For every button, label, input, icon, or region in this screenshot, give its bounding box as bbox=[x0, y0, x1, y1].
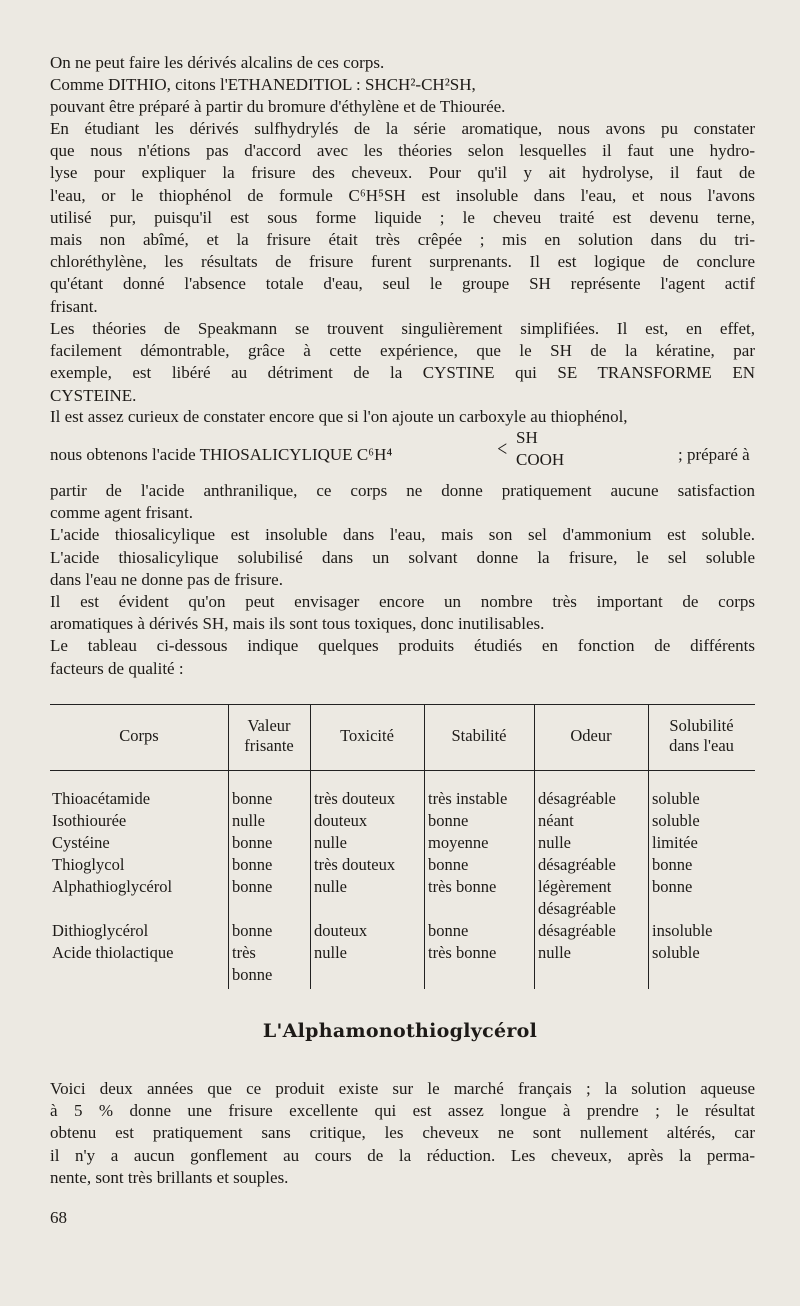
table-cell: douteux bbox=[314, 811, 368, 830]
formula-tail: ; préparé à bbox=[678, 445, 750, 464]
table-cell: désagréable bbox=[538, 899, 616, 918]
text-line: CYSTEINE. bbox=[50, 385, 137, 405]
text-line: l'eau, or le thiophénol de formule C⁶H⁵SH est insoluble dans l'eau, et nous l'avons bbox=[50, 185, 755, 205]
paragraph-alphamonothioglycerol bbox=[50, 1078, 755, 1189]
table-cell: Dithioglycérol bbox=[52, 921, 149, 940]
table-cell: limitée bbox=[652, 833, 698, 852]
table-column-rule bbox=[310, 704, 311, 989]
table-cell: très instable bbox=[428, 789, 508, 808]
table-cell: bonne bbox=[232, 833, 273, 852]
table-cell: bonne bbox=[652, 855, 693, 874]
table-cell: néant bbox=[538, 811, 574, 830]
table-cell: bonne bbox=[652, 877, 693, 896]
table-cell: bonne bbox=[428, 921, 469, 940]
header-line: frisante bbox=[244, 736, 294, 755]
text-line: nente, sont très brillants et souples. bbox=[50, 1167, 289, 1187]
table-cell: soluble bbox=[652, 943, 700, 962]
branch-symbol: < bbox=[497, 436, 508, 461]
text-line: frisant. bbox=[50, 296, 98, 316]
table-cell: Cystéine bbox=[52, 833, 110, 852]
table-cell: bonne bbox=[428, 855, 469, 874]
text-line: qu'étant donné l'absence totale d'eau, seul le groupe SH représente l'agent actif bbox=[50, 274, 755, 294]
section-heading: L'Alphamonothioglycérol bbox=[262, 1020, 538, 1042]
table-cell: insoluble bbox=[652, 921, 713, 940]
table-cell: Thioglycol bbox=[52, 855, 125, 874]
table-cell: moyenne bbox=[428, 833, 489, 852]
paragraph-intro bbox=[50, 52, 755, 119]
text-line: Il est évident qu'on peut envisager encore un nombre très important de corps bbox=[50, 592, 755, 612]
text-line: mais non abîmé, et la frisure était très crêpée ; mis en solution dans du tri- bbox=[50, 230, 755, 250]
column-header-valeur bbox=[228, 716, 310, 756]
table-cell: nulle bbox=[232, 811, 265, 830]
text-line: En étudiant les dérivés sulfhydrylés de la série aromatique, nous avons pu constater bbox=[50, 119, 755, 138]
text-line: facteurs de qualité : bbox=[50, 658, 184, 678]
column-header-corps: Corps bbox=[119, 726, 159, 745]
formula-cooh: COOH bbox=[516, 450, 565, 469]
text-line: Le tableau ci-dessous indique quelques produits étudiés en fonction de différents bbox=[50, 636, 755, 656]
formula-line bbox=[50, 428, 770, 468]
text-line: utilisé pur, puisqu'il est sous forme liquide ; le cheveu traité est devenu terne, bbox=[50, 207, 755, 227]
table-rule-header bbox=[50, 770, 755, 771]
text-line: L'acide thiosalicylique est insoluble dans l'eau, mais son sel d'ammonium est soluble. bbox=[50, 525, 755, 545]
table-column-rule bbox=[424, 704, 425, 989]
text-line: Il est assez curieux de constater encore que si l'on ajoute un carboxyle au thiophénol, bbox=[50, 407, 628, 426]
formula-sh: SH bbox=[516, 428, 538, 447]
page-number: 68 bbox=[50, 1208, 67, 1227]
text-line: L'acide thiosalicylique solubilisé dans un solvant donne la frisure, le sel soluble bbox=[50, 547, 755, 567]
paragraph-speakmann bbox=[50, 318, 755, 407]
table-cell: Thioacétamide bbox=[52, 789, 151, 808]
paragraph-thiosalicylique bbox=[50, 480, 755, 680]
table-cell: très douteux bbox=[314, 789, 396, 808]
table-cell: désagréable bbox=[538, 789, 616, 808]
table-cell: très bbox=[232, 943, 256, 962]
text-line: Comme DITHIO, citons l'ETHANEDITIOL : SHCH²-CH²SH, bbox=[50, 75, 476, 95]
table-cell: nulle bbox=[314, 833, 347, 852]
text-line: chloréthylène, les résultats de frisure furent surprenants. Il est logique de conclure bbox=[50, 252, 755, 272]
table-cell: Isothiourée bbox=[52, 811, 127, 830]
table-cell: nulle bbox=[314, 943, 347, 962]
table-cell: Alphathioglycérol bbox=[52, 877, 173, 896]
table-cell: bonne bbox=[232, 921, 273, 940]
header-line: Solubilité bbox=[669, 716, 734, 735]
table-cell: douteux bbox=[314, 921, 368, 940]
header-line: dans l'eau bbox=[669, 736, 734, 755]
text-line: partir de l'acide anthranilique, ce corps ne donne pratiquement aucune satisfaction bbox=[50, 481, 755, 500]
table-cell: soluble bbox=[652, 789, 700, 808]
text-line: pouvant être préparé à partir du bromure d'éthylène et de Thiourée. bbox=[50, 97, 506, 117]
table-cell: bonne bbox=[428, 811, 469, 830]
text-line: On ne peut faire les dérivés alcalins de ces corps. bbox=[50, 53, 385, 72]
table-cell: très douteux bbox=[314, 855, 396, 874]
table-cell: nulle bbox=[314, 877, 347, 896]
text-line: il n'y a aucun gonflement au cours de la réduction. Les cheveux, après la perma- bbox=[50, 1145, 755, 1165]
formula-lead: nous obtenons l'acide THIOSALICYLIQUE C⁶H⁴ bbox=[50, 445, 393, 464]
text-line: aromatiques à dérivés SH, mais ils sont tous toxiques, donc inutilisables. bbox=[50, 614, 545, 634]
table-cell: très bonne bbox=[428, 877, 497, 896]
text-line: obtenu est pratiquement sans critique, les cheveux ne sont nullement altérés, car bbox=[50, 1123, 755, 1143]
table-rule-top bbox=[50, 704, 755, 705]
paragraph-aromatic bbox=[50, 118, 755, 318]
column-header-stabilite: Stabilité bbox=[451, 726, 507, 745]
text-line: dans l'eau ne donne pas de frisure. bbox=[50, 569, 283, 589]
text-line: que nous n'étions pas d'accord avec les théories selon lesquelles il faut une hydro- bbox=[50, 141, 755, 161]
text-line: Les théories de Speakmann se trouvent singulièrement simplifiées. Il est, en effet, bbox=[50, 319, 755, 338]
table-cell: bonne bbox=[232, 855, 273, 874]
table-cell: nulle bbox=[538, 943, 571, 962]
table-cell: nulle bbox=[538, 833, 571, 852]
table-column-rule bbox=[534, 704, 535, 989]
text-line: lyse pour expliquer la frisure des cheveux. Pour qu'il y ait hydrolyse, il faut de bbox=[50, 163, 755, 183]
table-cell: Acide thiolactique bbox=[52, 943, 174, 962]
table-cell: bonne bbox=[232, 877, 273, 896]
table-cell: désagréable bbox=[538, 921, 616, 940]
text-line: comme agent frisant. bbox=[50, 503, 194, 523]
quality-table bbox=[50, 702, 755, 992]
column-header-odeur: Odeur bbox=[570, 726, 612, 745]
table-cell: légèrement bbox=[538, 877, 612, 896]
text-line: facilement démontrable, grâce à cette expérience, que le SH de la kératine, par bbox=[50, 341, 755, 361]
column-header-toxicite: Toxicité bbox=[340, 726, 394, 745]
table-cell: bonne bbox=[232, 789, 273, 808]
table-cell: très bonne bbox=[428, 943, 497, 962]
header-line: Valeur bbox=[247, 716, 291, 735]
column-header-solubilite bbox=[648, 716, 755, 756]
text-line: à 5 % donne une frisure excellente qui est assez longue à prendre ; le résultat bbox=[50, 1101, 755, 1121]
table-cell: soluble bbox=[652, 811, 700, 830]
text-line: exemple, est libéré au détriment de la CYSTINE qui SE TRANSFORME EN bbox=[50, 363, 755, 383]
table-cell: bonne bbox=[232, 965, 273, 984]
text-line: Voici deux années que ce produit existe sur le marché français ; la solution aqueuse bbox=[50, 1079, 755, 1098]
paragraph-carboxyle bbox=[50, 406, 755, 428]
table-cell: désagréable bbox=[538, 855, 616, 874]
